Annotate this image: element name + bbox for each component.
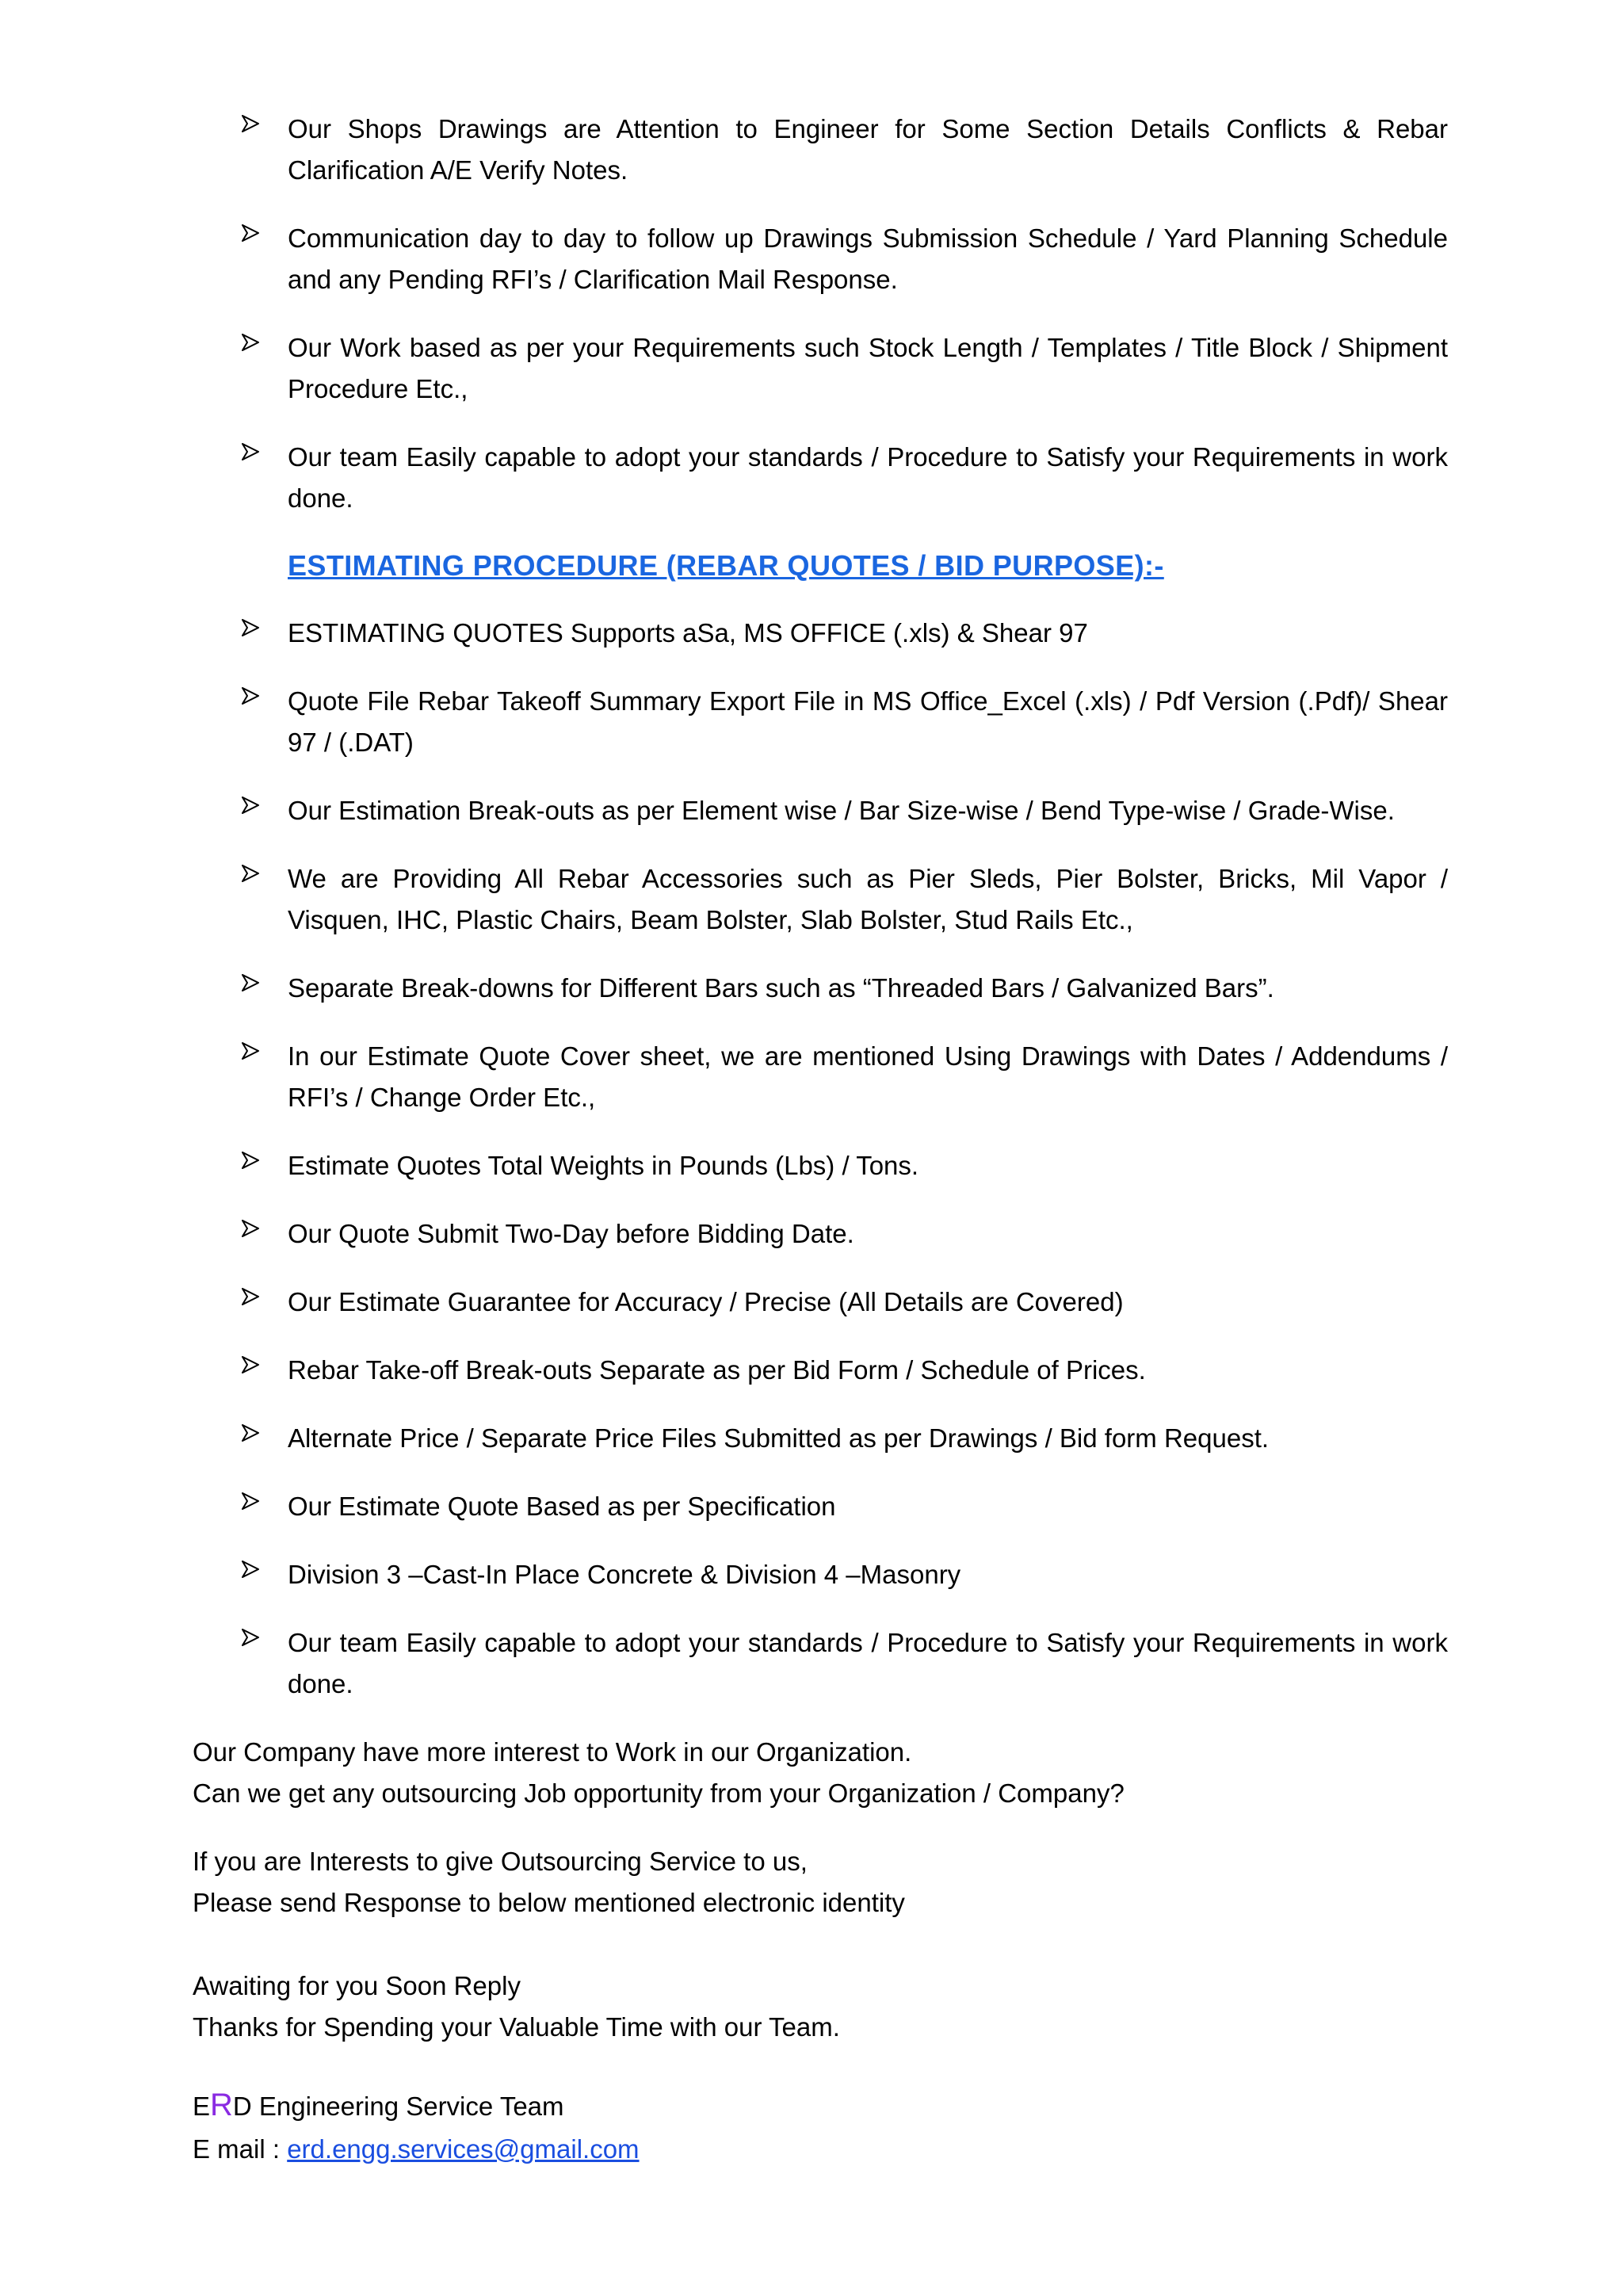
brand-letter-e: E [193, 2092, 211, 2121]
list-item-text: In our Estimate Quote Cover sheet, we are mentioned Using Drawings with Dates / Addendums / RFI’s / Change Order Etc., [288, 1041, 1448, 1112]
closing-line: Awaiting for you Soon Reply [193, 1971, 521, 2000]
list-item-text: Rebar Take-off Break-outs Separate as per Bid Form / Schedule of Prices. [288, 1355, 1146, 1385]
list-item-text: Our Shops Drawings are Attention to Engineer for Some Section Details Conflicts & Rebar Clarification A/E Verify Notes. [288, 114, 1448, 185]
list-item-text: Alternate Price / Separate Price Files Submitted as per Drawings / Bid form Request. [288, 1423, 1270, 1453]
signature-team [193, 2084, 564, 2127]
arrowhead-bullet-icon [242, 1152, 259, 1169]
signature-email-line [193, 2129, 640, 2170]
closing-line: Please send Response to below mentioned electronic identity [193, 1888, 905, 1917]
list-item-text: Our Estimate Quote Based as per Specification [288, 1492, 836, 1521]
arrowhead-bullet-icon [242, 443, 259, 460]
list-item-text: Quote File Rebar Takeoff Summary Export File in MS Office_Excel (.xls) / Pdf Version (.Pdf)/ Shear 97 / (.DAT) [288, 686, 1448, 757]
closing-line: If you are Interests to give Outsourcing Service to us, [193, 1847, 808, 1876]
list-item-text: Our Work based as per your Requirements such Stock Length / Templates / Title Block / Shipment Procedure Etc., [288, 333, 1448, 403]
list-item-text: Communication day to day to follow up Drawings Submission Schedule / Yard Planning Schedule and any Pending RFI’s / Clarification Mail Response. [288, 223, 1448, 294]
list-item-text: Estimate Quotes Total Weights in Pounds (Lbs) / Tons. [288, 1151, 919, 1180]
arrowhead-bullet-icon [242, 1288, 259, 1305]
arrowhead-bullet-icon [242, 797, 259, 814]
arrowhead-bullet-icon [242, 1492, 259, 1510]
list-item-text: Separate Break-downs for Different Bars such as “Threaded Bars / Galvanized Bars”. [288, 973, 1274, 1003]
list-item-text: Division 3 –Cast-In Place Concrete & Division 4 –Masonry [288, 1560, 961, 1589]
arrowhead-bullet-icon [242, 1220, 259, 1237]
arrowhead-bullet-icon [242, 687, 259, 705]
list-item-text: Our Estimation Break-outs as per Element wise / Bar Size-wise / Bend Type-wise / Grade-Wise. [288, 796, 1395, 825]
arrowhead-bullet-icon [242, 865, 259, 882]
section-heading: ESTIMATING PROCEDURE (REBAR QUOTES / BID PURPOSE):- [288, 549, 1164, 582]
closing-line: Thanks for Spending your Valuable Time with our Team. [193, 2012, 840, 2042]
brand-team-name: D Engineering Service Team [232, 2092, 564, 2121]
arrowhead-bullet-icon [242, 1561, 259, 1578]
closing-line: Can we get any outsourcing Job opportunity from your Organization / Company? [193, 1778, 1125, 1808]
arrowhead-bullet-icon [242, 224, 259, 242]
list-item-text: We are Providing All Rebar Accessories such as Pier Sleds, Pier Bolster, Bricks, Mil Vapor / Visquen, IHC, Plastic Chairs, Beam Bolster, Slab Bolster, Stud Rails Etc., [288, 864, 1448, 934]
arrowhead-bullet-icon [242, 619, 259, 636]
list-item-text: Our Quote Submit Two-Day before Bidding Date. [288, 1219, 854, 1248]
arrowhead-bullet-icon [242, 974, 259, 991]
closing-line: Our Company have more interest to Work in our Organization. [193, 1737, 912, 1767]
arrowhead-bullet-icon [242, 334, 259, 351]
brand-letter-r: R [210, 2088, 233, 2122]
arrowhead-bullet-icon [242, 1042, 259, 1060]
arrowhead-bullet-icon [242, 1629, 259, 1646]
list-item-text: Our team Easily capable to adopt your standards / Procedure to Satisfy your Requirements in work done. [288, 442, 1448, 513]
list-item-text: Our team Easily capable to adopt your standards / Procedure to Satisfy your Requirements in work done. [288, 1628, 1448, 1698]
email-link[interactable]: erd.engg.services@gmail.com [287, 2134, 640, 2164]
arrowhead-bullet-icon [242, 115, 259, 132]
email-label: E mail : [193, 2134, 288, 2164]
arrowhead-bullet-icon [242, 1424, 259, 1442]
list-item-text: ESTIMATING QUOTES Supports aSa, MS OFFICE (.xls) & Shear 97 [288, 618, 1088, 648]
list-item-text: Our Estimate Guarantee for Accuracy / Precise (All Details are Covered) [288, 1287, 1124, 1316]
arrowhead-bullet-icon [242, 1356, 259, 1373]
